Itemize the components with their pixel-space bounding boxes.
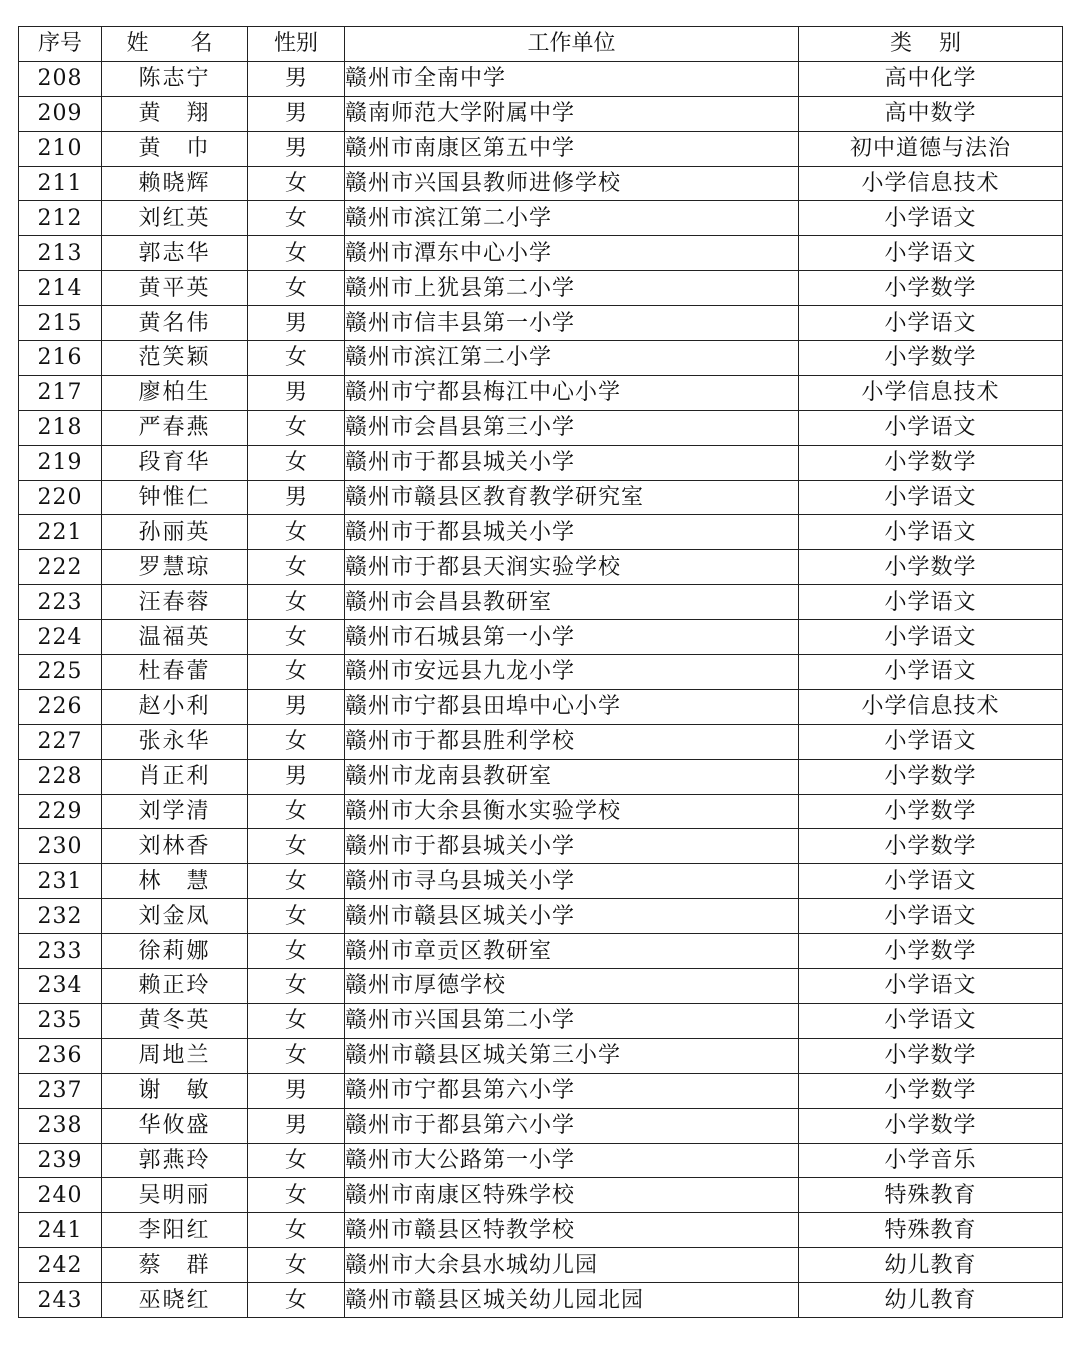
cell-work-unit: 赣州市兴国县教师进修学校 bbox=[345, 166, 799, 201]
cell-number: 239 bbox=[19, 1143, 102, 1178]
cell-category: 小学语文 bbox=[799, 410, 1063, 445]
cell-category: 小学语文 bbox=[799, 515, 1063, 550]
cell-category: 小学语文 bbox=[799, 236, 1063, 271]
cell-category: 幼儿教育 bbox=[799, 1248, 1063, 1283]
cell-gender: 女 bbox=[248, 271, 345, 306]
table-row bbox=[19, 271, 1063, 306]
cell-gender: 男 bbox=[248, 375, 345, 410]
cell-gender: 女 bbox=[248, 1248, 345, 1283]
cell-category: 小学数学 bbox=[799, 829, 1063, 864]
cell-work-unit: 赣州市赣县区城关小学 bbox=[345, 899, 799, 934]
cell-number: 233 bbox=[19, 934, 102, 969]
cell-gender: 女 bbox=[248, 1178, 345, 1213]
cell-work-unit: 赣南师范大学附属中学 bbox=[345, 96, 799, 131]
cell-number: 219 bbox=[19, 445, 102, 480]
cell-name: 谢 敏 bbox=[102, 1073, 248, 1108]
cell-gender: 女 bbox=[248, 1283, 345, 1318]
cell-number: 243 bbox=[19, 1283, 102, 1318]
cell-name: 黄 翔 bbox=[102, 96, 248, 131]
cell-number: 215 bbox=[19, 306, 102, 341]
cell-number: 238 bbox=[19, 1108, 102, 1143]
cell-category: 小学数学 bbox=[799, 794, 1063, 829]
table-row bbox=[19, 969, 1063, 1004]
cell-category: 小学数学 bbox=[799, 550, 1063, 585]
cell-work-unit: 赣州市宁都县第六小学 bbox=[345, 1073, 799, 1108]
header-unit: 工作单位 bbox=[345, 27, 799, 62]
table-row bbox=[19, 131, 1063, 166]
cell-category: 小学语文 bbox=[799, 864, 1063, 899]
cell-category: 小学信息技术 bbox=[799, 375, 1063, 410]
cell-category: 特殊教育 bbox=[799, 1213, 1063, 1248]
cell-category: 小学信息技术 bbox=[799, 689, 1063, 724]
header-num: 序号 bbox=[19, 27, 102, 62]
table-row bbox=[19, 1213, 1063, 1248]
cell-number: 224 bbox=[19, 620, 102, 655]
cell-gender: 男 bbox=[248, 96, 345, 131]
cell-gender: 男 bbox=[248, 1073, 345, 1108]
cell-work-unit: 赣州市会昌县教研室 bbox=[345, 585, 799, 620]
cell-category: 小学语文 bbox=[799, 969, 1063, 1004]
cell-category: 小学信息技术 bbox=[799, 166, 1063, 201]
cell-number: 212 bbox=[19, 201, 102, 236]
cell-category: 小学数学 bbox=[799, 934, 1063, 969]
header-sex: 性别 bbox=[248, 27, 345, 62]
table-row bbox=[19, 550, 1063, 585]
cell-name: 孙丽英 bbox=[102, 515, 248, 550]
table-row bbox=[19, 1178, 1063, 1213]
cell-category: 幼儿教育 bbox=[799, 1283, 1063, 1318]
cell-gender: 女 bbox=[248, 829, 345, 864]
cell-name: 钟惟仁 bbox=[102, 480, 248, 515]
cell-name: 温福英 bbox=[102, 620, 248, 655]
cell-gender: 男 bbox=[248, 759, 345, 794]
table-row bbox=[19, 620, 1063, 655]
cell-gender: 女 bbox=[248, 341, 345, 376]
cell-work-unit: 赣州市南康区第五中学 bbox=[345, 131, 799, 166]
cell-work-unit: 赣州市信丰县第一小学 bbox=[345, 306, 799, 341]
cell-number: 225 bbox=[19, 655, 102, 690]
table-row bbox=[19, 759, 1063, 794]
cell-name: 黄名伟 bbox=[102, 306, 248, 341]
table-body bbox=[19, 61, 1063, 1317]
cell-category: 小学语文 bbox=[799, 620, 1063, 655]
cell-gender: 女 bbox=[248, 794, 345, 829]
cell-work-unit: 赣州市滨江第二小学 bbox=[345, 341, 799, 376]
cell-work-unit: 赣州市赣县区城关第三小学 bbox=[345, 1038, 799, 1073]
cell-category: 初中道德与法治 bbox=[799, 131, 1063, 166]
cell-name: 段育华 bbox=[102, 445, 248, 480]
cell-gender: 女 bbox=[248, 1038, 345, 1073]
table-header bbox=[19, 27, 1063, 62]
cell-number: 237 bbox=[19, 1073, 102, 1108]
cell-work-unit: 赣州市兴国县第二小学 bbox=[345, 1003, 799, 1038]
cell-work-unit: 赣州市于都县城关小学 bbox=[345, 445, 799, 480]
cell-gender: 女 bbox=[248, 445, 345, 480]
table-row bbox=[19, 480, 1063, 515]
cell-number: 232 bbox=[19, 899, 102, 934]
cell-name: 杜春蕾 bbox=[102, 655, 248, 690]
cell-category: 高中化学 bbox=[799, 61, 1063, 96]
cell-name: 范笑颖 bbox=[102, 341, 248, 376]
cell-number: 217 bbox=[19, 375, 102, 410]
table-row bbox=[19, 341, 1063, 376]
cell-category: 小学数学 bbox=[799, 445, 1063, 480]
table-row bbox=[19, 1003, 1063, 1038]
cell-name: 巫晓红 bbox=[102, 1283, 248, 1318]
cell-category: 小学数学 bbox=[799, 1073, 1063, 1108]
cell-gender: 女 bbox=[248, 655, 345, 690]
cell-work-unit: 赣州市赣县区特教学校 bbox=[345, 1213, 799, 1248]
cell-number: 209 bbox=[19, 96, 102, 131]
cell-name: 陈志宁 bbox=[102, 61, 248, 96]
cell-gender: 女 bbox=[248, 899, 345, 934]
cell-gender: 女 bbox=[248, 550, 345, 585]
cell-name: 黄 巾 bbox=[102, 131, 248, 166]
cell-gender: 男 bbox=[248, 689, 345, 724]
table-row bbox=[19, 585, 1063, 620]
cell-name: 刘金凤 bbox=[102, 899, 248, 934]
table-row bbox=[19, 445, 1063, 480]
cell-name: 徐莉娜 bbox=[102, 934, 248, 969]
cell-number: 235 bbox=[19, 1003, 102, 1038]
cell-name: 严春燕 bbox=[102, 410, 248, 445]
table-row bbox=[19, 899, 1063, 934]
cell-category: 小学数学 bbox=[799, 271, 1063, 306]
cell-work-unit: 赣州市大余县衡水实验学校 bbox=[345, 794, 799, 829]
cell-gender: 女 bbox=[248, 201, 345, 236]
cell-number: 228 bbox=[19, 759, 102, 794]
cell-work-unit: 赣州市全南中学 bbox=[345, 61, 799, 96]
table-row bbox=[19, 306, 1063, 341]
cell-work-unit: 赣州市寻乌县城关小学 bbox=[345, 864, 799, 899]
cell-gender: 男 bbox=[248, 480, 345, 515]
cell-category: 小学语文 bbox=[799, 1003, 1063, 1038]
cell-category: 小学数学 bbox=[799, 1038, 1063, 1073]
cell-category: 小学数学 bbox=[799, 759, 1063, 794]
cell-category: 高中数学 bbox=[799, 96, 1063, 131]
cell-name: 廖柏生 bbox=[102, 375, 248, 410]
cell-number: 227 bbox=[19, 724, 102, 759]
table-row bbox=[19, 166, 1063, 201]
table-row bbox=[19, 724, 1063, 759]
cell-name: 刘学清 bbox=[102, 794, 248, 829]
cell-name: 李阳红 bbox=[102, 1213, 248, 1248]
cell-category: 小学数学 bbox=[799, 1108, 1063, 1143]
cell-work-unit: 赣州市龙南县教研室 bbox=[345, 759, 799, 794]
cell-number: 230 bbox=[19, 829, 102, 864]
table-row bbox=[19, 934, 1063, 969]
cell-number: 213 bbox=[19, 236, 102, 271]
cell-gender: 女 bbox=[248, 969, 345, 1004]
cell-category: 小学语文 bbox=[799, 899, 1063, 934]
cell-gender: 男 bbox=[248, 131, 345, 166]
cell-name: 罗慧琼 bbox=[102, 550, 248, 585]
cell-work-unit: 赣州市章贡区教研室 bbox=[345, 934, 799, 969]
cell-number: 214 bbox=[19, 271, 102, 306]
cell-number: 241 bbox=[19, 1213, 102, 1248]
cell-gender: 女 bbox=[248, 1213, 345, 1248]
cell-name: 汪春蓉 bbox=[102, 585, 248, 620]
cell-work-unit: 赣州市石城县第一小学 bbox=[345, 620, 799, 655]
table-row bbox=[19, 61, 1063, 96]
cell-number: 220 bbox=[19, 480, 102, 515]
cell-category: 小学语文 bbox=[799, 306, 1063, 341]
cell-number: 234 bbox=[19, 969, 102, 1004]
cell-gender: 女 bbox=[248, 166, 345, 201]
cell-gender: 女 bbox=[248, 864, 345, 899]
cell-number: 229 bbox=[19, 794, 102, 829]
cell-name: 黄冬英 bbox=[102, 1003, 248, 1038]
cell-work-unit: 赣州市赣县区教育教学研究室 bbox=[345, 480, 799, 515]
cell-name: 刘林香 bbox=[102, 829, 248, 864]
cell-category: 小学语文 bbox=[799, 480, 1063, 515]
cell-work-unit: 赣州市安远县九龙小学 bbox=[345, 655, 799, 690]
header-category: 类 别 bbox=[799, 27, 1063, 62]
cell-work-unit: 赣州市赣县区城关幼儿园北园 bbox=[345, 1283, 799, 1318]
table-row bbox=[19, 794, 1063, 829]
cell-work-unit: 赣州市大公路第一小学 bbox=[345, 1143, 799, 1178]
teacher-roster-table bbox=[18, 26, 1063, 1318]
cell-gender: 女 bbox=[248, 620, 345, 655]
cell-gender: 女 bbox=[248, 515, 345, 550]
table-row bbox=[19, 375, 1063, 410]
cell-name: 郭志华 bbox=[102, 236, 248, 271]
cell-work-unit: 赣州市于都县城关小学 bbox=[345, 515, 799, 550]
cell-name: 林 慧 bbox=[102, 864, 248, 899]
cell-name: 郭燕玲 bbox=[102, 1143, 248, 1178]
cell-category: 小学语文 bbox=[799, 655, 1063, 690]
cell-category: 特殊教育 bbox=[799, 1178, 1063, 1213]
table-row bbox=[19, 1108, 1063, 1143]
table-row bbox=[19, 655, 1063, 690]
cell-name: 周地兰 bbox=[102, 1038, 248, 1073]
cell-number: 216 bbox=[19, 341, 102, 376]
table-row bbox=[19, 96, 1063, 131]
cell-name: 赵小利 bbox=[102, 689, 248, 724]
cell-number: 226 bbox=[19, 689, 102, 724]
cell-name: 刘红英 bbox=[102, 201, 248, 236]
table-row bbox=[19, 201, 1063, 236]
cell-gender: 男 bbox=[248, 61, 345, 96]
cell-category: 小学语文 bbox=[799, 724, 1063, 759]
cell-gender: 女 bbox=[248, 1003, 345, 1038]
cell-work-unit: 赣州市于都县第六小学 bbox=[345, 1108, 799, 1143]
cell-gender: 女 bbox=[248, 236, 345, 271]
cell-gender: 男 bbox=[248, 1108, 345, 1143]
cell-work-unit: 赣州市滨江第二小学 bbox=[345, 201, 799, 236]
table-row bbox=[19, 410, 1063, 445]
table-row bbox=[19, 236, 1063, 271]
cell-work-unit: 赣州市大余县水城幼儿园 bbox=[345, 1248, 799, 1283]
cell-work-unit: 赣州市厚德学校 bbox=[345, 969, 799, 1004]
header-name: 姓 名 bbox=[102, 27, 248, 62]
table-row bbox=[19, 1143, 1063, 1178]
table-row bbox=[19, 1248, 1063, 1283]
cell-number: 236 bbox=[19, 1038, 102, 1073]
cell-name: 张永华 bbox=[102, 724, 248, 759]
cell-number: 221 bbox=[19, 515, 102, 550]
header-row bbox=[19, 27, 1063, 62]
table-row bbox=[19, 829, 1063, 864]
cell-work-unit: 赣州市于都县胜利学校 bbox=[345, 724, 799, 759]
cell-category: 小学语文 bbox=[799, 585, 1063, 620]
cell-number: 210 bbox=[19, 131, 102, 166]
table-row bbox=[19, 689, 1063, 724]
cell-gender: 女 bbox=[248, 934, 345, 969]
cell-work-unit: 赣州市南康区特殊学校 bbox=[345, 1178, 799, 1213]
cell-name: 黄平英 bbox=[102, 271, 248, 306]
cell-number: 218 bbox=[19, 410, 102, 445]
cell-work-unit: 赣州市上犹县第二小学 bbox=[345, 271, 799, 306]
cell-work-unit: 赣州市会昌县第三小学 bbox=[345, 410, 799, 445]
cell-gender: 女 bbox=[248, 585, 345, 620]
cell-work-unit: 赣州市于都县天润实验学校 bbox=[345, 550, 799, 585]
cell-name: 吴明丽 bbox=[102, 1178, 248, 1213]
cell-number: 231 bbox=[19, 864, 102, 899]
cell-work-unit: 赣州市潭东中心小学 bbox=[345, 236, 799, 271]
cell-number: 223 bbox=[19, 585, 102, 620]
cell-gender: 女 bbox=[248, 724, 345, 759]
table-row bbox=[19, 1283, 1063, 1318]
cell-name: 肖正利 bbox=[102, 759, 248, 794]
cell-category: 小学音乐 bbox=[799, 1143, 1063, 1178]
cell-name: 华攸盛 bbox=[102, 1108, 248, 1143]
cell-category: 小学语文 bbox=[799, 201, 1063, 236]
cell-number: 242 bbox=[19, 1248, 102, 1283]
cell-gender: 男 bbox=[248, 306, 345, 341]
cell-gender: 女 bbox=[248, 410, 345, 445]
cell-category: 小学数学 bbox=[799, 341, 1063, 376]
cell-work-unit: 赣州市宁都县梅江中心小学 bbox=[345, 375, 799, 410]
cell-name: 赖正玲 bbox=[102, 969, 248, 1004]
cell-gender: 女 bbox=[248, 1143, 345, 1178]
cell-work-unit: 赣州市于都县城关小学 bbox=[345, 829, 799, 864]
table-row bbox=[19, 1073, 1063, 1108]
cell-name: 蔡 群 bbox=[102, 1248, 248, 1283]
cell-number: 240 bbox=[19, 1178, 102, 1213]
cell-number: 222 bbox=[19, 550, 102, 585]
table-row bbox=[19, 1038, 1063, 1073]
table-row bbox=[19, 515, 1063, 550]
cell-work-unit: 赣州市宁都县田埠中心小学 bbox=[345, 689, 799, 724]
cell-number: 208 bbox=[19, 61, 102, 96]
cell-number: 211 bbox=[19, 166, 102, 201]
cell-name: 赖晓辉 bbox=[102, 166, 248, 201]
table-row bbox=[19, 864, 1063, 899]
